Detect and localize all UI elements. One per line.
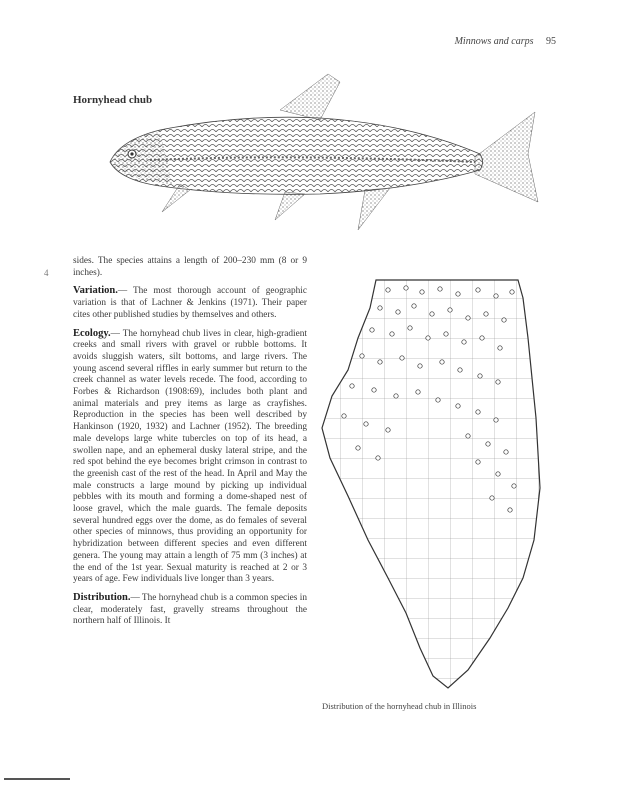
map-caption: Distribution of the hornyhead chub in Illinois [322, 701, 477, 711]
distribution-body: — The hornyhead chub is a common species in clear, moderately fast, gravelly streams throughout the northern half of Illinois. It [73, 592, 307, 627]
variation-heading: Variation. [73, 285, 118, 297]
margin-mark: 4 [44, 268, 49, 278]
footer-rule [4, 778, 70, 780]
figure-title: Hornyhead chub [73, 94, 153, 106]
distribution-paragraph [73, 592, 307, 628]
page-number: 95 [546, 36, 556, 47]
ecology-heading: Ecology. [73, 327, 111, 339]
ecology-body: — The hornyhead chub lives in clear, high-gradient creeks and small rivers with gravel or rubble bottoms. It avoids sluggish waters, silt bottoms, and large rivers. The young ascend several riffles in early summer but return to the creek channel as water levels recede. The food, according to Forbes & Richardson (1908:69), includes both plant and animal materials and prey items as large as crayfishes. Reproduction in the species has been well described by Hankinson (1920, 1932) and Lachner (1952). The breeding male develops large white tubercles on top of its head, a swollen nape, and an ephemeral dusky lateral stripe, and the red spot behind the eye becomes bright crimson in contrast to the greenish cast of the rest of the head. In April and May the male constructs a large mound by picking up individual pebbles with its mouth and forming a dome-shaped nest of loose gravel, which the male guards. The female deposits several hundred eggs over the dome, as do females of several other species of minnows, thus providing an opportunity for hybridization between different species and even different genera. The young may attain a length of 75 mm (3 inches) at the end of the 1st year. Sexual maturity is reached at 2 or 3 years of age. Few individuals live longer than 3 years. [73, 328, 307, 585]
running-head [455, 36, 556, 47]
variation-paragraph [73, 285, 307, 321]
illinois-distribution-map [318, 278, 544, 690]
ecology-paragraph [73, 328, 307, 586]
distribution-heading: Distribution. [73, 591, 131, 603]
body-text-column [73, 256, 307, 634]
variation-body: — The most thorough account of geographic variation is that of Lachner & Jenkins (1971). Their paper cites other published studies by themselves and others. [73, 286, 307, 320]
fish-illustration [90, 62, 540, 252]
intro-paragraph: sides. The species attains a length of 200–230 mm (8 or 9 inches). [73, 256, 307, 278]
running-head-title: Minnows and carps [454, 36, 534, 47]
